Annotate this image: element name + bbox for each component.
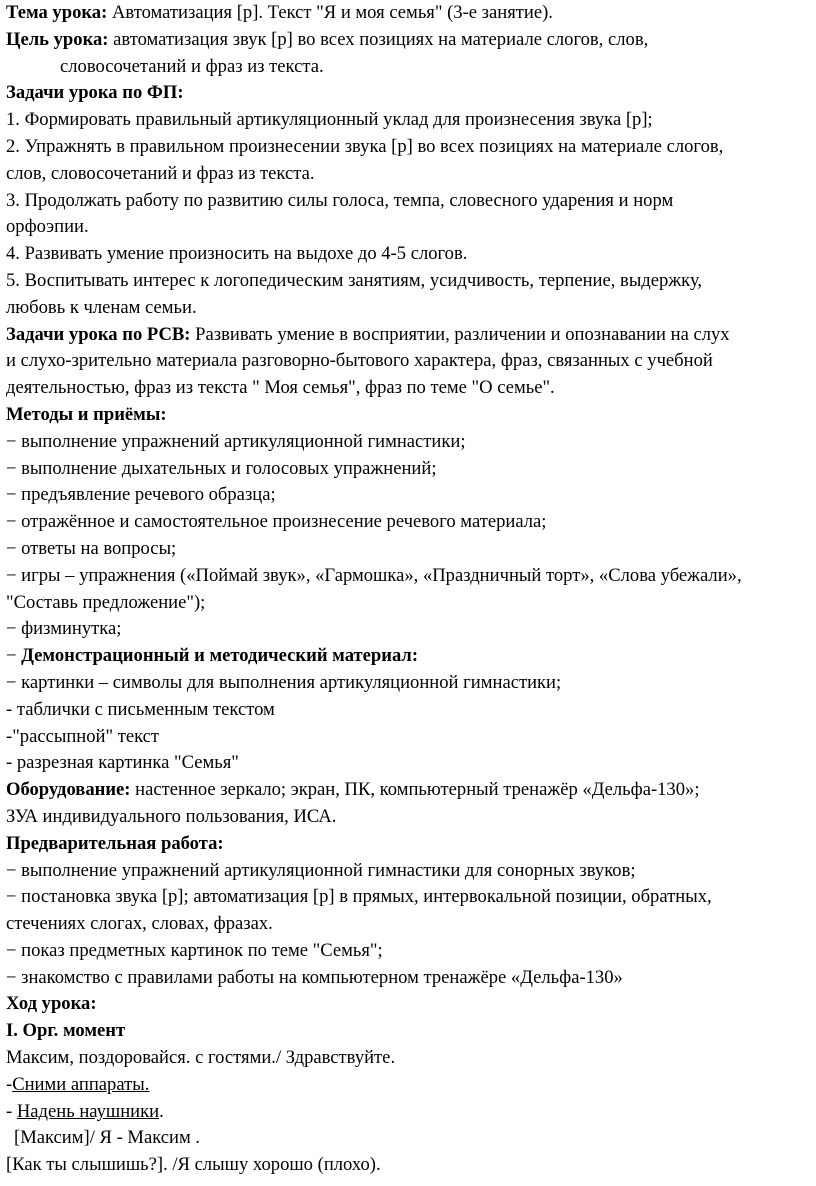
prep-item: стечениях слогах, словах, фразах. xyxy=(6,913,273,935)
remove-devices-text: Сними аппараты. xyxy=(12,1073,150,1095)
methods-heading: Методы и приёмы: xyxy=(6,403,167,425)
lesson-heading: Ход урока: xyxy=(6,993,97,1015)
rsv-tasks-text: Развивать умение в восприятии, различении и опознавании на слух xyxy=(190,323,730,345)
equipment-line xyxy=(6,777,810,804)
goal-line xyxy=(6,27,810,54)
fp-task-line: 2. Упражнять в правильном произнесении звука [р] во всех позициях на материале слогов, xyxy=(6,135,724,157)
rsv-tasks-line xyxy=(6,322,810,349)
rsv-tasks-heading: Задачи урока по РСВ: xyxy=(6,323,191,345)
goal-line-cont: словосочетаний и фраз из текста. xyxy=(60,55,324,77)
method-item: − игры – упражнения («Поймай звук», «Гармошка», «Праздничный торт», «Слова убежали», xyxy=(6,564,742,586)
demo-material-heading: Демонстрационный и методический материал: xyxy=(21,645,419,667)
lesson-line xyxy=(6,1099,810,1126)
fp-task-line: слов, словосочетаний и фраз из текста. xyxy=(6,162,315,184)
method-item: − отражённое и самостоятельное произнесение речевого материала; xyxy=(6,511,547,533)
topic-label: Тема урока: xyxy=(6,2,108,23)
lesson-line: [Как ты слышишь?]. /Я слышу хорошо (плохо). xyxy=(6,1154,381,1176)
method-item: "Составь предложение"); xyxy=(6,591,206,613)
demo-item: - таблички с письменным текстом xyxy=(6,698,275,720)
prep-item: − показ предметных картинок по теме "Семья"; xyxy=(6,939,383,961)
topic-text: Автоматизация [р]. Текст "Я и моя семья" (3-е занятие). xyxy=(107,2,553,23)
rsv-tasks-line: деятельностью, фраз из текста " Моя семья", фраз по теме "О семье". xyxy=(6,377,555,399)
demo-material-line xyxy=(6,643,810,670)
method-item: − выполнение упражнений артикуляционной гимнастики; xyxy=(6,430,466,452)
fp-tasks-heading: Задачи урока по ФП: xyxy=(6,82,184,104)
fp-task-line: орфоэпии. xyxy=(6,216,89,238)
equipment-heading: Оборудование: xyxy=(6,779,131,801)
lesson-suffix: . xyxy=(159,1100,164,1122)
lesson-line xyxy=(6,1072,810,1099)
method-item: − выполнение дыхательных и голосовых упражнений; xyxy=(6,457,437,479)
demo-prefix: − xyxy=(6,645,22,667)
fp-task-line: 1. Формировать правильный артикуляционный уклад для произнесения звука [р]; xyxy=(6,109,653,131)
lesson-line: [Максим]/ Я - Максим . xyxy=(14,1127,201,1149)
fp-task-line: любовь к членам семьи. xyxy=(6,296,197,318)
fp-task-line: 3. Продолжать работу по развитию силы голоса, темпа, словесного ударения и норм xyxy=(6,189,674,211)
rsv-tasks-line: и слухо-зрительно материала разговорно-бытового характера, фраз, связанных с учебной xyxy=(6,350,713,372)
lesson-line: Максим, поздоровайся. с гостями./ Здравствуйте. xyxy=(6,1047,396,1069)
prep-item: − постановка звука [р]; автоматизация [р] в прямых, интервокальной позиции, обратных, xyxy=(6,886,712,908)
lesson-prefix: - xyxy=(6,1073,13,1095)
fp-task-line: 4. Развивать умение произносить на выдохе до 4-5 слогов. xyxy=(6,243,468,265)
equipment-text: настенное зеркало; экран, ПК, компьютерный тренажёр «Дельфа-130»; xyxy=(130,779,700,801)
lesson-section-title: I. Орг. момент xyxy=(6,1020,126,1042)
goal-text: автоматизация звук [р] во всех позициях на материале слогов, слов, xyxy=(108,28,649,50)
demo-item: - разрезная картинка "Семья" xyxy=(6,752,239,774)
prep-item: − выполнение упражнений артикуляционной гимнастики для сонорных звуков; xyxy=(6,859,636,881)
topic-line xyxy=(6,0,810,27)
put-on-headphones-text: Надень наушники xyxy=(16,1100,160,1122)
prep-item: − знакомство с правилами работы на компьютерном тренажёре «Дельфа-130» xyxy=(6,966,623,988)
fp-task-line: 5. Воспитывать интерес к логопедическим занятиям, усидчивость, терпение, выдержку, xyxy=(6,269,703,291)
prep-heading: Предварительная работа: xyxy=(6,832,224,854)
method-item: − предъявление речевого образца; xyxy=(6,484,276,506)
lesson-prefix: - xyxy=(6,1100,17,1122)
demo-item: -"рассыпной" текст xyxy=(6,725,160,747)
method-item: − ответы на вопросы; xyxy=(6,537,177,559)
demo-item: − картинки – символы для выполнения артикуляционной гимнастики; xyxy=(6,671,562,693)
goal-label: Цель урока: xyxy=(6,28,109,50)
method-item: − физминутка; xyxy=(6,618,122,640)
equipment-line: ЗУА индивидуального пользования, ИСА. xyxy=(6,805,337,827)
